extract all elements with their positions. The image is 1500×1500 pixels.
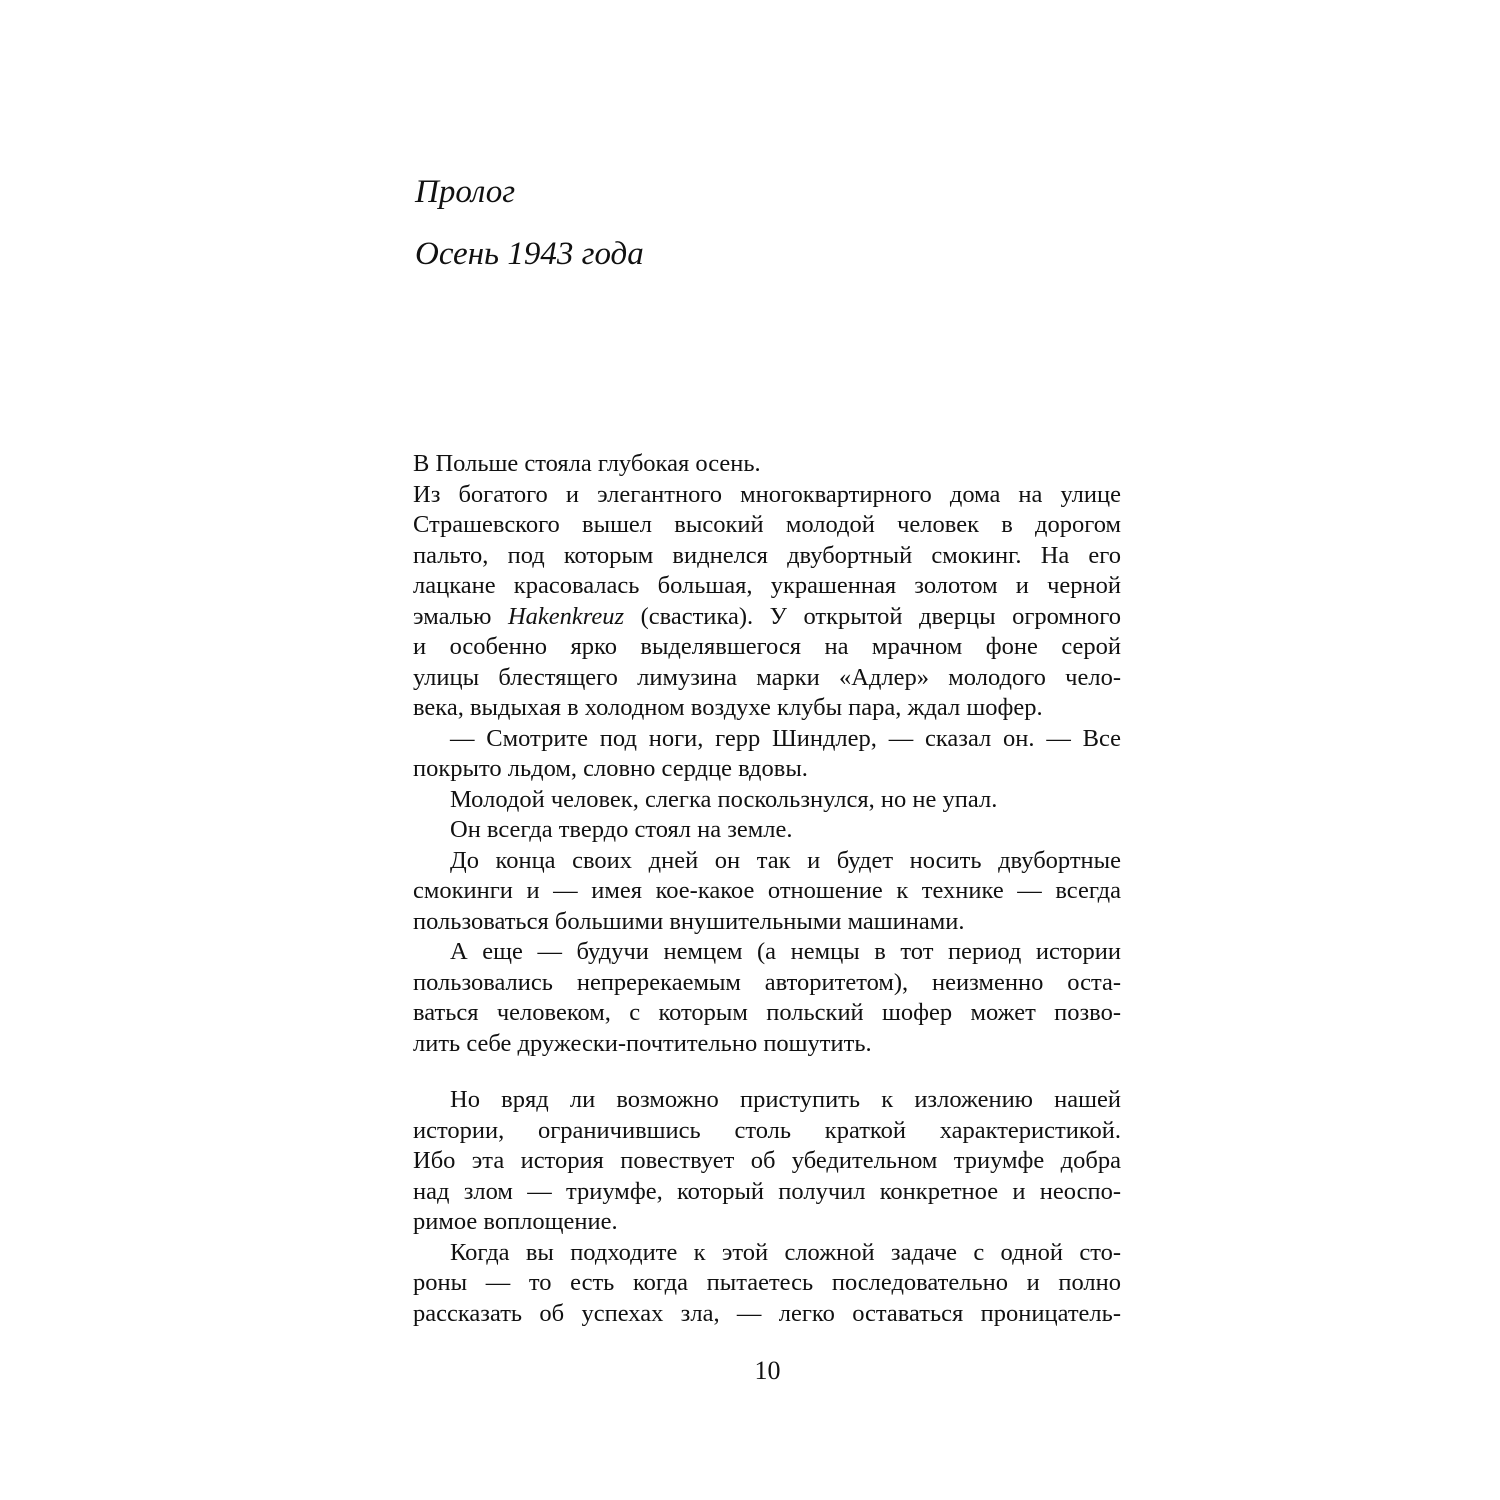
text-line: Ибо эта история повествует об убедительном триумфе добра: [413, 1147, 1121, 1174]
text-line: над злом — триумфе, который получил конкретное и неоспо-: [413, 1177, 1121, 1205]
text-line: ваться человеком, с которым польский шофер может позво-: [413, 999, 1121, 1026]
text-line: Но вряд ли возможно приступить к изложению нашей: [450, 1086, 1121, 1113]
text-line: и особенно ярко выделявшегося на мрачном фоне серой: [413, 633, 1121, 660]
text-line: Из богатого и элегантного многоквартирного дома на улице: [413, 480, 1121, 508]
text-line: покрыто льдом, словно сердце вдовы.: [413, 755, 808, 782]
text-line: В Польше стояла глубокая осень.: [413, 450, 761, 477]
text-line: смокинги и — имея кое-какое отношение к технике — всегда: [413, 877, 1121, 904]
text-line: истории, ограничившись столь краткой характеристикой.: [413, 1116, 1121, 1144]
italic-term: Hakenkreuz: [507, 602, 625, 630]
text-line: А еще — будучи немцем (а немцы в тот период истории: [450, 938, 1121, 965]
text-line: Страшевского вышел высокий молодой человек в дорогом: [413, 511, 1121, 538]
text-line: Когда вы подходите к этой сложной задаче с одной сто-: [450, 1238, 1121, 1266]
body-text: [413, 449, 1121, 1059]
text-line: пальто, под которым виднелся двубортный смокинг. На его: [413, 541, 1121, 569]
body-text-section-2: [413, 1085, 1121, 1329]
text-line: роны — то есть когда пытаетесь последовательно и полно: [413, 1269, 1121, 1296]
chapter-title: Пролог: [415, 174, 516, 210]
text-fragment: эмалью: [413, 602, 492, 630]
text-line: пользовались непререкаемым авторитетом), неизменно оста-: [413, 968, 1121, 996]
chapter-date: Осень 1943 года: [415, 236, 644, 272]
text-line: лацкане красовалась большая, украшенная золотом и черной: [413, 572, 1121, 599]
text-fragment: (свастика). У открытой дверцы огромного: [640, 602, 1121, 630]
text-line: Молодой человек, слегка поскользнулся, но не упал.: [450, 785, 998, 813]
text-line: [413, 602, 1121, 633]
text-line: До конца своих дней он так и будет носить двубортные: [450, 846, 1121, 874]
text-line: римое воплощение.: [413, 1208, 618, 1235]
text-line: — Смотрите под ноги, герр Шиндлер, — сказал он. — Все: [450, 724, 1121, 752]
text-line: века, выдыхая в холодном воздухе клубы пара, ждал шофер.: [413, 694, 1043, 721]
text-line: пользоваться большими внушительными машинами.: [413, 907, 965, 935]
text-line: Он всегда твердо стоял на земле.: [450, 816, 793, 843]
text-line: улицы блестящего лимузина марки «Адлер» молодого чело-: [413, 663, 1121, 691]
text-line: рассказать об успехах зла, — легко оставаться проницатель-: [413, 1299, 1121, 1327]
page-number: 10: [754, 1356, 781, 1385]
text-line: лить себе дружески-почтительно пошутить.: [413, 1029, 872, 1057]
